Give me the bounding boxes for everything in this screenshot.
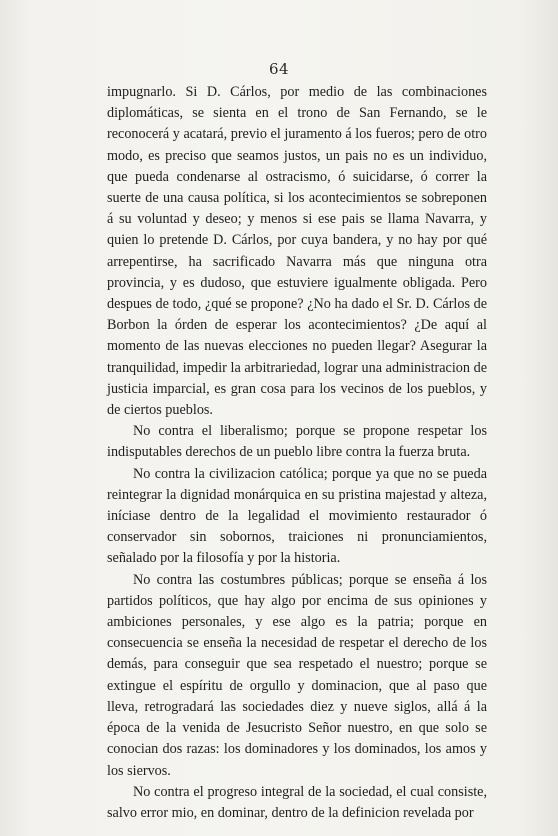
paragraph-2: No contra el liberalismo; porque se propone respetar los indisputables derechos de un pueblo libre contra la fuerza bruta. — [107, 423, 487, 461]
paragraph-5: No contra el progreso integral de la sociedad, el cual consiste, salvo error mio, en dominar, dentro de la definicion revelada por — [107, 783, 487, 821]
paragraph-1: impugnarlo. Si D. Cárlos, por medio de las combinaciones diplomáticas, se sienta en el trono de San Fernando, se le reconocerá y acatará, previo el juramento á los fueros; pero de otro modo, es preciso que seamos justos, un pais no es un individuo, que pueda condenarse al ostracismo, ó suicidarse, ó correr la suerte de una causa política, si los acontecimientos se sobreponen á su voluntad y deseo; y menos si ese pais se llama Navarra, y quien lo pretende D. Cárlos, por cuya bandera, y no hay por qué arrepentirse, ha sacrificado Navarra más que ninguna otra provincia, y es dudoso, que estuviere igualmente obligada. Pero despues de todo, ¿qué se propone? ¿No ha dado el Sr. D. Cárlos de Borbon la órden de esperar los acontecimientos? ¿De aquí al momento de las nuevas elecciones no pueden llegar? Asegurar la tranquilidad, impedir la arbitrariedad, lograr una administracion de justicia imparcial, es gran cosa para los vecinos de los pueblos, y de ciertos pueblos. — [107, 84, 487, 419]
paragraph-4: No contra las costumbres públicas; porque se enseña á los partidos políticos, que hay algo por encima de sus opiniones y ambiciones personales, y ese algo es la patria; porque en consecuencia se enseña la necesidad de respetar el derecho de los demás, para conseguir que sea respetado el nuestro; porque se extingue el espíritu de orgullo y dominacion, que al paso que lleva, retrogradará las sociedades diez y nueve siglos, allá á la época de la venida de Jesucristo Señor nuestro, en que solo se conocian dos razas: los dominadores y los dominados, los amos y los siervos. — [107, 571, 487, 779]
page-number: 64 — [268, 60, 290, 78]
page-body — [107, 82, 487, 824]
paragraph-3: No contra la civilizacion católica; porque ya que no se pueda reintegrar la dignidad monárquica en su pristina majestad y alteza, iníciase dentro de la legalidad el movimiento restaurador ó conservador sin sobornos, traiciones ni pronunciamientos, señalado por la filosofía y por la historia. — [107, 465, 487, 567]
